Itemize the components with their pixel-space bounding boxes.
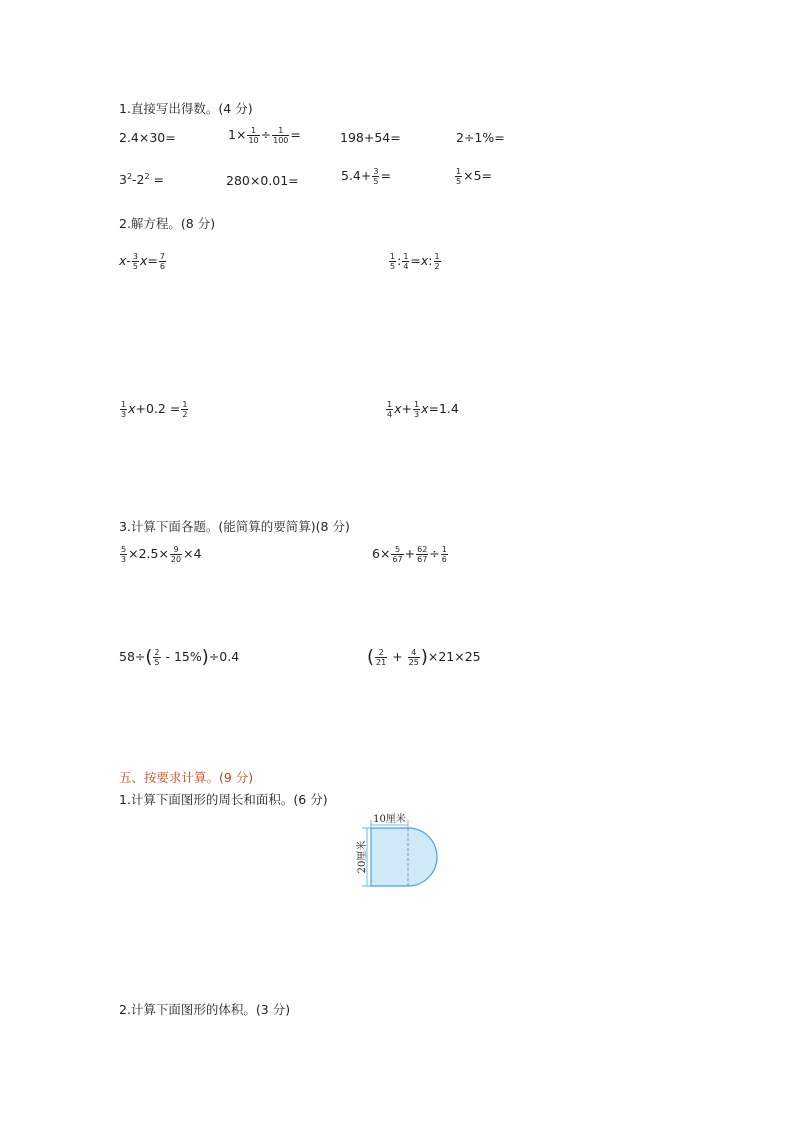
section-5-q1-title: 1.计算下面图形的周长和面积。(6 分) (119, 792, 328, 807)
q3-title: 3.计算下面各题。(能简算的要简算)(8 分) (119, 519, 350, 534)
q3-problem-4: ( $\frac{2}{21}$ + $\frac{4}{25}$ )×21×25 (367, 646, 481, 668)
q1-item-e: $3^2-2^2$ = (119, 172, 165, 187)
q2-eq-1: x- $\frac{3}{5}$ x= $\frac{7}{6}$ (119, 252, 165, 271)
q1-item-c: 198+54= (340, 130, 401, 145)
section-5-heading: 五、按要求计算。(9 分) (119, 770, 254, 785)
section-5-q2-title: 2.计算下面图形的体积。(3 分) (119, 1002, 291, 1017)
q2-eq-3: $\frac{1}{3}$ x+0.2 = $\frac{1}{2}$ (121, 400, 188, 419)
q1-item-g: 5.4+ $\frac{3}{5}$ = (341, 167, 391, 186)
q1-item-d: 2÷1%= (456, 130, 505, 145)
q1-item-a: 2.4×30= (119, 130, 176, 145)
semicircle-rectangle-figure (350, 806, 445, 892)
width-label: 10厘米 (373, 814, 406, 825)
q1-title: 1.直接写出得数。(4 分) (119, 101, 253, 116)
q1-item-b: 1× $\frac{1}{10}$ ÷ $\frac{1}{100}$ = (228, 126, 301, 145)
height-label: 20厘米 (357, 840, 368, 874)
q3-problem-1: $\frac{5}{3}$ ×2.5× $\frac{9}{20}$ ×4 (121, 545, 202, 564)
q2-eq-2: $\frac{1}{5}$ : $\frac{1}{4}$ =x: $\frac{1}{2}$ (390, 252, 440, 271)
q1-item-h: $\frac{1}{5}$ ×5= (456, 167, 492, 186)
figure-shape (371, 828, 437, 886)
q3-problem-3: 58÷( $\frac{2}{5}$ - 15%)÷0.4 (119, 646, 240, 668)
q3-problem-2: 6× $\frac{5}{67}$ + $\frac{62}{67}$ ÷ $\frac{1}{6}$ (372, 545, 447, 564)
q1-item-f: 280×0.01= (226, 173, 299, 188)
q2-title: 2.解方程。(8 分) (119, 216, 216, 231)
q2-eq-4: $\frac{1}{4}$ x+ $\frac{1}{3}$ x=1.4 (387, 400, 459, 419)
